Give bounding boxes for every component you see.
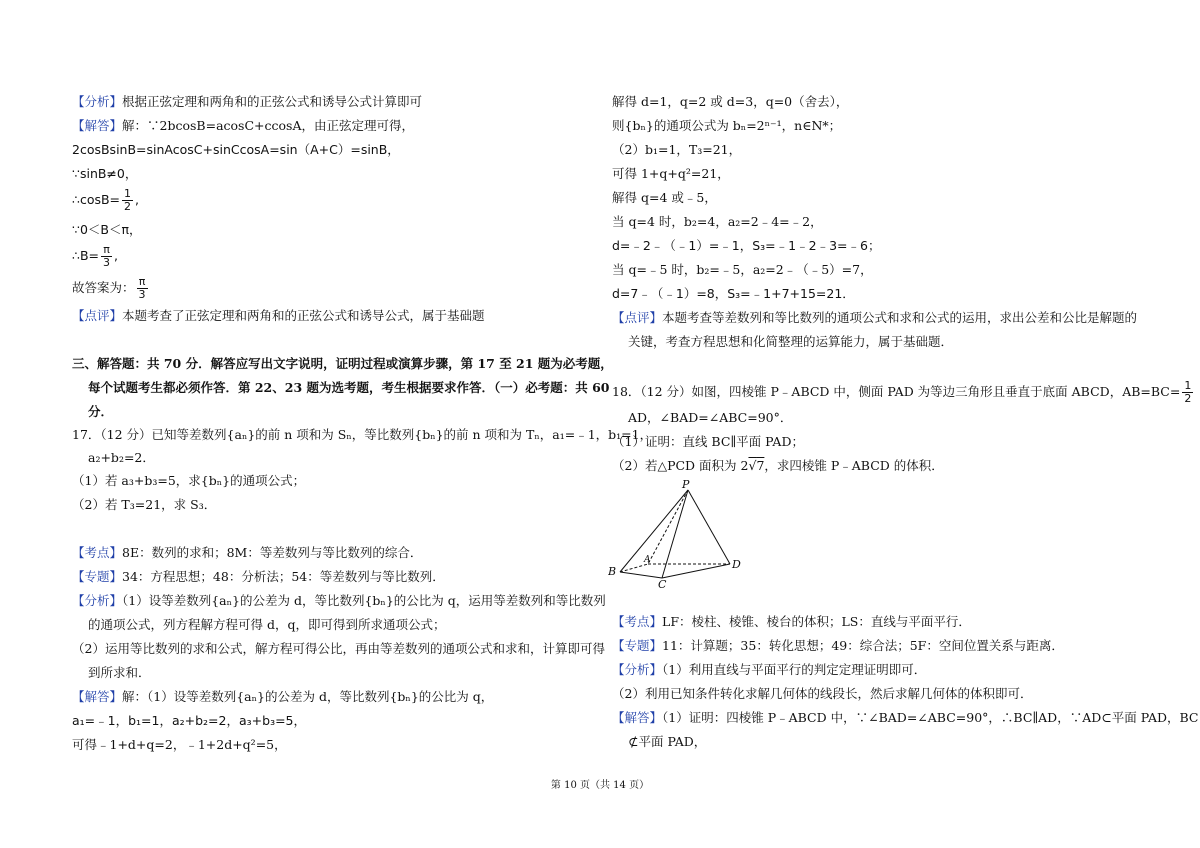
text-line: 2cosBsinB=sinAcosC+sinCcosA=sin（A+C）=sinB， [72, 142, 400, 157]
knowledge-point-line [612, 614, 971, 630]
analysis-line [612, 662, 926, 678]
question-18: AD，∠BAD=∠ABC=90°． [628, 410, 793, 425]
text: 本题考查了正弦定理和两角和的正弦公式和诱导公式，属于基础题 [122, 308, 485, 323]
comment-tag: 【点评】 [612, 310, 663, 325]
answer-line [72, 276, 150, 301]
text-line: 当 q=﹣5 时，b₂=﹣5，a₂=2﹣（﹣5）=7， [612, 262, 873, 277]
analysis-line [72, 94, 422, 110]
text: 解：∵2bcosB=acosC+ccosA，由正弦定理可得， [122, 118, 414, 133]
label-a: A [644, 555, 651, 565]
comment-line [72, 308, 485, 324]
fraction [1182, 380, 1193, 405]
denominator: 2 [124, 200, 132, 213]
question-17: a₂+b₂=2． [88, 450, 155, 465]
text: , [135, 192, 140, 207]
solution-line [612, 710, 1199, 726]
text-line: ∵sinB≠0， [72, 166, 138, 181]
label-p: P [682, 478, 690, 491]
label-b: B [608, 565, 617, 578]
knowledge-point-tag: 【考点】 [72, 545, 123, 560]
text: 故答案为： [72, 280, 135, 295]
text: 18．（12 分）如图，四棱锥 P﹣ABCD 中，侧面 PAD 为等边三角形且垂直于底面 ABCD，AB=BC= [612, 384, 1181, 399]
analysis-line [72, 593, 606, 609]
text: LF：棱柱、棱锥、棱台的体积；LS：直线与平面平行． [662, 614, 971, 629]
radicand: 7 [756, 458, 765, 473]
text: ，求四棱锥 P﹣ABCD 的体积． [764, 458, 944, 473]
section-heading: 每个试题考生都必须作答．第 22、23 题为选考题，考生根据要求作答．（一）必考题：共 60 [88, 380, 610, 395]
text: （1）利用直线与平面平行的判定定理证明即可． [662, 662, 927, 677]
denominator: 3 [103, 256, 111, 269]
solution-tag: 【解答】 [72, 689, 123, 704]
text-line: （2）运用等比数列的求和公式，解方程可得公比，再由等差数列的通项公式和求和，计算即可得 [72, 641, 605, 656]
text: 34：方程思想；48：分析法；54：等差数列与等比数列． [122, 569, 445, 584]
question-18-part2 [612, 458, 944, 474]
comment-tag: 【点评】 [72, 308, 123, 323]
text-line: （2）利用已知条件转化求解几何体的线段长，然后求解几何体的体积即可． [612, 686, 1033, 701]
topic-tag: 【专题】 [72, 569, 123, 584]
text: （2）若△PCD 面积为 2 [612, 458, 749, 473]
formula-line [72, 188, 139, 213]
topic-line [72, 569, 445, 585]
topic-line [612, 638, 1064, 654]
question-17: 17．（12 分）已知等差数列{aₙ}的前 n 项和为 Sₙ，等比数列{bₙ}的前 n 项和为 Tₙ，a₁=﹣1，b₁=1， [72, 427, 653, 442]
text: 8E：数列的求和；8M：等差数列与等比数列的综合． [122, 545, 423, 560]
denominator: 3 [138, 288, 146, 301]
pyramid-figure [608, 478, 758, 588]
sqrt: √7 [748, 458, 765, 473]
text: 本题考查等差数列和等比数列的通项公式和求和公式的运用，求出公差和公比是解题的 [662, 310, 1138, 325]
edge-bc [620, 572, 662, 578]
text: 解：（1）设等差数列{aₙ}的公差为 d，等比数列{bₙ}的公比为 q， [122, 689, 494, 704]
edge-pd [688, 490, 730, 564]
solution-line [72, 118, 414, 134]
text: , [114, 248, 118, 263]
solution-line [72, 689, 493, 705]
numerator: π [137, 276, 148, 289]
formula-line [72, 244, 118, 269]
text-line: 的通项公式，列方程解方程可得 d，q，即可得到所求通项公式； [88, 617, 446, 632]
text-line: ∵0＜B＜π， [72, 222, 142, 237]
analysis-tag: 【分析】 [72, 94, 123, 109]
edge-ba [620, 564, 648, 572]
label-c: C [658, 578, 667, 588]
fraction [122, 188, 133, 213]
knowledge-point-line [72, 545, 422, 561]
edge-pb [620, 490, 688, 572]
text-line: （2）b₁=1，T₃=21， [612, 142, 742, 157]
question-17-part1: （1）若 a₃+b₃=5，求{bₙ}的通项公式； [72, 473, 306, 488]
solution-tag: 【解答】 [72, 118, 123, 133]
numerator: π [101, 244, 112, 257]
edge-pc [662, 490, 688, 578]
text: （1）证明：四棱锥 P﹣ABCD 中，∵∠BAD=∠ABC=90°，∴BC∥AD，∵AD⊂平面 PAD，BC [662, 710, 1199, 725]
denominator: 2 [1184, 392, 1192, 405]
numerator: 1 [124, 187, 132, 200]
fraction [137, 276, 148, 301]
text-line: d=7﹣（﹣1）=8，S₃=﹣1+7+15=21． [612, 286, 855, 301]
text-line: 解得 d=1，q=2 或 d=3，q=0（舍去）， [612, 94, 849, 109]
analysis-tag: 【分析】 [612, 662, 663, 677]
text-line: 到所求和． [88, 665, 151, 680]
text-line: a₁=﹣1，b₁=1，a₂+b₂=2，a₃+b₃=5， [72, 713, 307, 728]
text: 11：计算题；35：转化思想；49：综合法；5F：空间位置关系与距离． [662, 638, 1064, 653]
text-line: 关键，考查方程思想和化简整理的运算能力，属于基础题． [628, 334, 954, 349]
text-line: d=﹣2﹣（﹣1）=﹣1，S₃=﹣1﹣2﹣3=﹣6； [612, 238, 881, 253]
numerator: 1 [1184, 379, 1192, 392]
text-line: ⊄平面 PAD， [628, 734, 707, 749]
topic-tag: 【专题】 [612, 638, 663, 653]
text-line: 可得﹣1+d+q=2，﹣1+2d+q²=5， [72, 737, 287, 752]
text-line: 当 q=4 时，b₂=4，a₂=2﹣4=﹣2， [612, 214, 823, 229]
text-line: 解得 q=4 或﹣5， [612, 190, 717, 205]
question-18 [612, 380, 1195, 405]
analysis-tag: 【分析】 [72, 593, 123, 608]
label-d: D [732, 558, 741, 571]
page-footer: 第 10 页（共 14 页） [550, 780, 650, 791]
knowledge-point-tag: 【考点】 [612, 614, 663, 629]
question-18-part1: （1）证明：直线 BC∥平面 PAD； [612, 434, 804, 449]
text: （1）设等差数列{aₙ}的公差为 d，等比数列{bₙ}的公比为 q，运用等差数列和等比数列 [122, 593, 606, 608]
fraction [101, 244, 112, 269]
question-17-part2: （2）若 T₃=21，求 S₃． [72, 497, 217, 512]
text: 根据正弦定理和两角和的正弦公式和诱导公式计算即可 [122, 94, 423, 109]
text: ∴cosB= [72, 192, 121, 207]
edge-cd [662, 564, 730, 578]
edge-pa [648, 490, 688, 564]
section-heading: 三、解答题：共 70 分．解答应写出文字说明，证明过程或演算步骤，第 17 至 21 题为必考题， [72, 356, 613, 371]
section-heading: 分． [88, 404, 114, 419]
text-line: 可得 1+q+q²=21， [612, 166, 730, 181]
text-line: 则{bₙ}的通项公式为 bₙ=2ⁿ⁻¹，n∈N*； [612, 118, 842, 133]
text: ∴B= [72, 248, 100, 263]
comment-line [612, 310, 1137, 326]
solution-tag: 【解答】 [612, 710, 663, 725]
